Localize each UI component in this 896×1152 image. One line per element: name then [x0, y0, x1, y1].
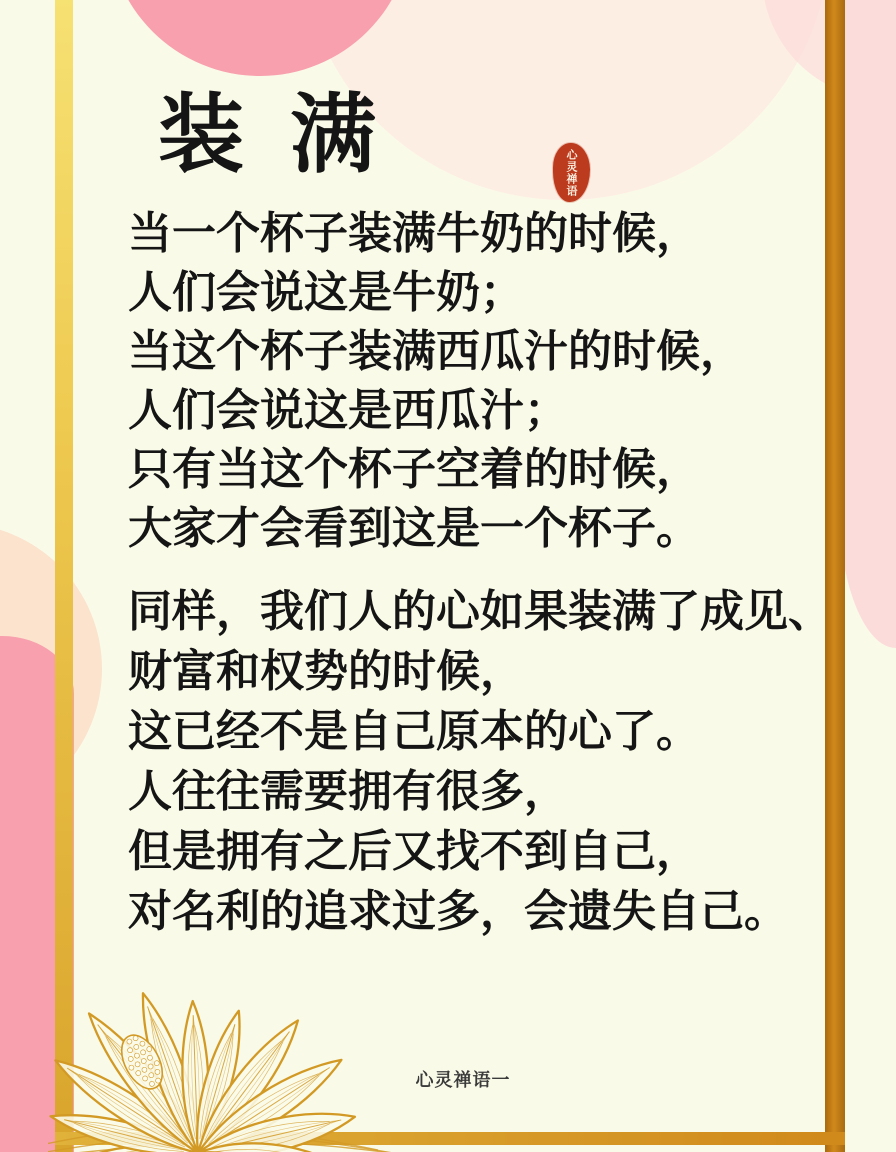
decor-right-pale-shape	[838, 0, 896, 648]
quote-line: 大家才会看到这是一个杯子。	[128, 503, 700, 554]
quote-line: 人们会说这是牛奶；	[128, 267, 524, 318]
gold-border-right	[825, 0, 845, 1152]
quote-paragraph-1	[128, 204, 744, 558]
poster-title: 装 满	[158, 85, 384, 185]
quote-line: 同样，我们人的心如果装满了成见、	[128, 586, 832, 637]
quote-line: 当这个杯子装满西瓜汁的时候，	[128, 326, 744, 377]
quote-paragraph-2	[128, 582, 832, 942]
quote-line: 财富和权势的时候，	[128, 646, 524, 697]
seal-text: 心灵禅语	[565, 148, 578, 197]
lotus-flower-icon	[48, 920, 400, 1152]
quote-line: 这已经不是自己原本的心了。	[128, 706, 700, 757]
quote-line: 只有当这个杯子空着的时候，	[128, 444, 700, 495]
quote-line: 当一个杯子装满牛奶的时候，	[128, 208, 700, 259]
quote-line: 但是拥有之后又找不到自己，	[128, 826, 700, 877]
quote-line: 人们会说这是西瓜汁；	[128, 385, 568, 436]
quote-line: 人往往需要拥有很多，	[128, 766, 568, 817]
quote-line: 对名利的追求过多，会遗失自己。	[128, 886, 788, 937]
footer-signature: 心灵禅语一	[415, 1070, 511, 1091]
